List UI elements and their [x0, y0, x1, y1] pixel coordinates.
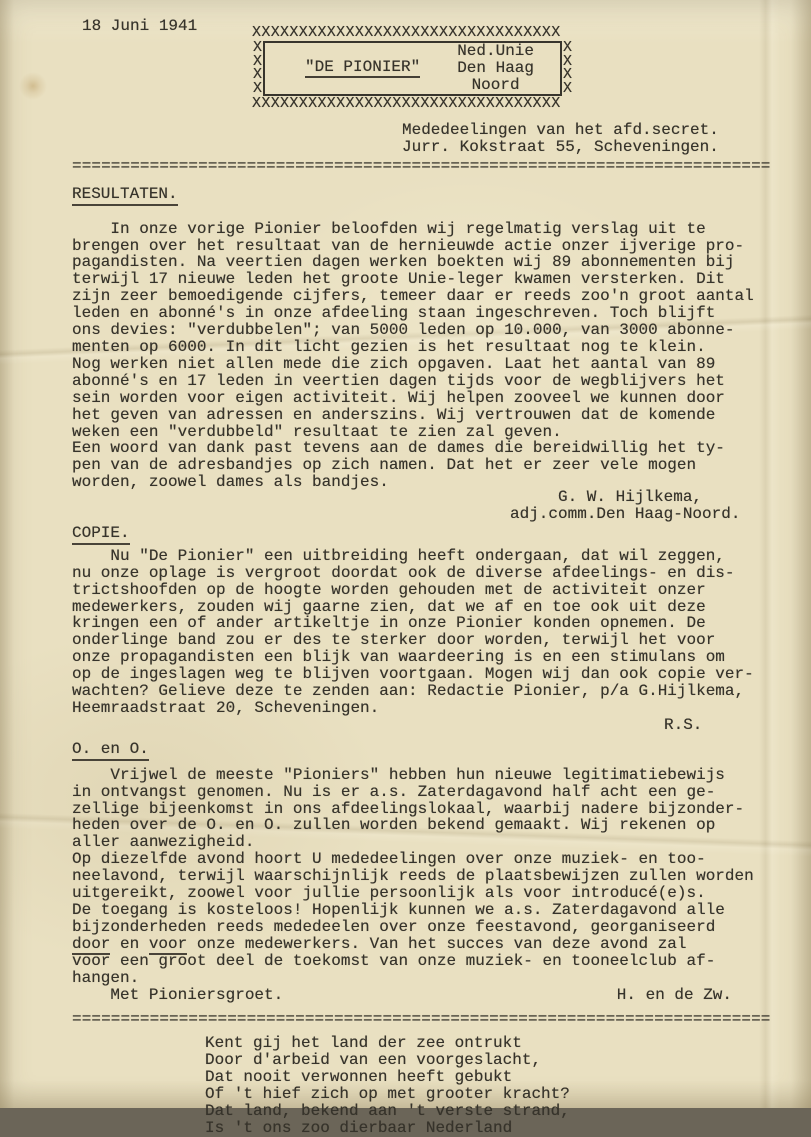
- closing-signature: H. en de Zw.: [616, 985, 732, 1004]
- paragraph-line: ons devies: "verdubbelen"; van 5000 leden op 10.000, van 3000 abonne-: [72, 321, 735, 340]
- paragraph-line: nu onze oplage is vergroot doordat ook de diverse afdeelings- en dis-: [72, 563, 735, 582]
- divider-rule-bottom: ========================================================================: [72, 1010, 771, 1029]
- paragraph-line: De toegang is kosteloos! Hopenlijk kunnen we a.s. Zaterdagavond alle: [72, 900, 725, 919]
- poem-block: [205, 1035, 766, 1136]
- paragraph-line: sein worden voor eigen activiteit. Wij helpen zooveel we kunnen door: [72, 388, 725, 407]
- paragraph-line: zijn zeer bemoedigende cijfers, temeer daar er reeds zoo'n groot aantal: [72, 287, 754, 306]
- secretariat-line: Jurr. Kokstraat 55, Scheveningen.: [402, 137, 719, 156]
- paragraph-line: aller aanwezigheid.: [72, 833, 255, 852]
- paragraph-line: bijzonderheden reeds mededeelen over onze feestavond, georganiseerd: [72, 917, 716, 936]
- newsletter-title: "DE PIONIER": [305, 59, 420, 79]
- paragraph-line: hangen.: [72, 968, 140, 987]
- masthead-border-bottom: XXXXXXXXXXXXXXXXXXXXXXXXXXXXXXXXX: [252, 95, 561, 112]
- paragraph-line: het geven van adressen en anderszins. Wij vertrouwen dat de komende: [72, 405, 716, 424]
- paragraph-line: door en voor onze medewerkers. Van het succes van deze avond zal: [72, 934, 687, 953]
- section-heading-o-en-o: O. en O.: [72, 741, 149, 761]
- paragraph-line: onderlinge band zou er des te sterker door worden, terwijl het voor: [72, 631, 716, 650]
- section-heading-resultaten: RESULTATEN.: [72, 186, 178, 206]
- paragraph-resultaten: [72, 221, 766, 492]
- paragraph-line: brengen over het resultaat van de hernieuwde actie onzer ijverige pro-: [72, 236, 745, 255]
- signature-role: adj.comm.Den Haag-Noord.: [510, 505, 741, 524]
- paragraph-line: Nog werken niet allen mede die zich opgaven. Laat het aantal van 89: [72, 354, 716, 373]
- paragraph-line: onze propagandisten een blijk van waardeering is en een stimulans om: [72, 648, 725, 667]
- paragraph-line: voor een groot deel de toekomst van onze muziek- en tooneelclub af-: [72, 951, 716, 970]
- divider-rule-top: ========================================================================: [72, 156, 771, 175]
- organisation-line: Den Haag: [457, 59, 534, 77]
- closing-salutation: Met Pioniersgroet.: [72, 985, 284, 1004]
- paragraph-line: worden, zoowel dames als bandjes.: [72, 473, 389, 492]
- letter-date: 18 Juni 1941: [82, 17, 198, 35]
- poem-line: Dat nooit verwonnen heeft gebukt: [205, 1068, 513, 1087]
- masthead-border-top: XXXXXXXXXXXXXXXXXXXXXXXXXXXXXXXXX: [252, 24, 561, 41]
- paragraph-line: trictshoofden op de hoogte worden gehouden met de activiteit onzer: [72, 580, 706, 599]
- underlined-word: voor: [148, 934, 188, 953]
- paragraph-line: weken een "verdubbeld" resultaat te zien zal geven.: [72, 422, 562, 441]
- secretariat-address: [402, 122, 766, 156]
- paragraph-line: Vrijwel de meeste "Pioniers" hebben hun nieuwe legitimatiebewijs: [72, 765, 725, 784]
- paragraph-line: medewerkers, zouden wij gaarne zien, dat we af en toe ook uit deze: [72, 597, 706, 616]
- paragraph-line: wachten? Gelieve deze te zenden aan: Redactie Pionier, p/a G.Hijlkema,: [72, 682, 745, 701]
- paragraph-line: leden en abonné's in onze afdeeling staan ingeschreven. Toch blijft: [72, 304, 716, 323]
- signature-initials: R.S.: [664, 715, 703, 734]
- paragraph-line: heden over de O. en O. zullen worden bekend gemaakt. Wij rekenen op: [72, 816, 716, 835]
- paragraph-line: Op diezelfde avond hoort U mededeelingen over onze muziek- en too-: [72, 850, 706, 869]
- paragraph-line: menten op 6000. In dit licht gezien is het resultaat nog te klein.: [72, 337, 706, 356]
- paragraph-line: Een woord van dank past tevens aan de dames die bereidwillig het ty-: [72, 439, 725, 458]
- paragraph-line: op de ingeslagen weg te blijven voortgaan. Mogen wij dan ook copie ver-: [72, 665, 754, 684]
- poem-line: Of 't hief zich op met grooter kracht?: [205, 1085, 570, 1104]
- underlined-word: door: [72, 934, 111, 953]
- paragraph-o-en-o: [72, 767, 766, 987]
- poem-line: Door d'arbeid van een voorgeslacht,: [205, 1051, 542, 1070]
- secretariat-line: Mededeelingen van het afd.secret.: [402, 121, 719, 139]
- paragraph-line: pagandisten. Na veertien dagen werken boekten wij 89 abonnementen bij: [72, 253, 735, 272]
- masthead-border-right: XXXX: [562, 39, 572, 97]
- closing-row: [72, 987, 766, 1004]
- masthead-border-left: XXXX: [252, 39, 262, 97]
- organisation-line: Ned.Unie: [457, 42, 534, 60]
- paragraph-line: in ontvangst genomen. Nu is er a.s. Zaterdagavond half acht een ge-: [72, 782, 716, 801]
- poem-line: Dat land, bekend aan 't verste strand,: [205, 1101, 570, 1120]
- organisation-line: Noord: [471, 76, 520, 94]
- paragraph-line: neelavond, terwijl waarschijnlijk reeds de plaatsbewijzen zullen worden: [72, 867, 754, 886]
- paragraph-line: Nu "De Pionier" een uitbreiding heeft ondergaan, dat wil zeggen,: [72, 546, 725, 565]
- paragraph-line: In onze vorige Pionier beloofden wij regelmatig verslag uit te: [72, 219, 706, 238]
- poem-line: Is 't ons zoo dierbaar Nederland: [205, 1118, 513, 1137]
- section-heading-copie: COPIE.: [72, 525, 130, 545]
- paragraph-line: pen van de adresbandjes op zich namen. Dat het er zeer vele mogen: [72, 456, 697, 475]
- paragraph-line: Heemraadstraat 20, Scheveningen.: [72, 699, 380, 717]
- paragraph-line: uitgereikt, zoowel voor jullie persoonlijk als voor introducé(e)s.: [72, 884, 706, 903]
- signature-name: G. W. Hijlkema,: [558, 488, 703, 507]
- letter-body: [72, 0, 771, 1137]
- paragraph-line: kringen een of ander artikeltje in onze Pionier konden opnemen. De: [72, 614, 706, 633]
- poem-line: Kent gij het land der zee ontrukt: [205, 1034, 522, 1053]
- paragraph-line: terwijl 17 nieuwe leden het groote Unie-leger kwamen versterken. Dit: [72, 270, 725, 289]
- paragraph-copie: [72, 548, 766, 717]
- paragraph-line: abonné's en 17 leden in veertien dagen tijds voor de wegblijvers het: [72, 371, 725, 390]
- paragraph-line: zellige bijeenkomst in ons afdeelingslokaal, waarbij nadere bijzonder-: [72, 799, 745, 818]
